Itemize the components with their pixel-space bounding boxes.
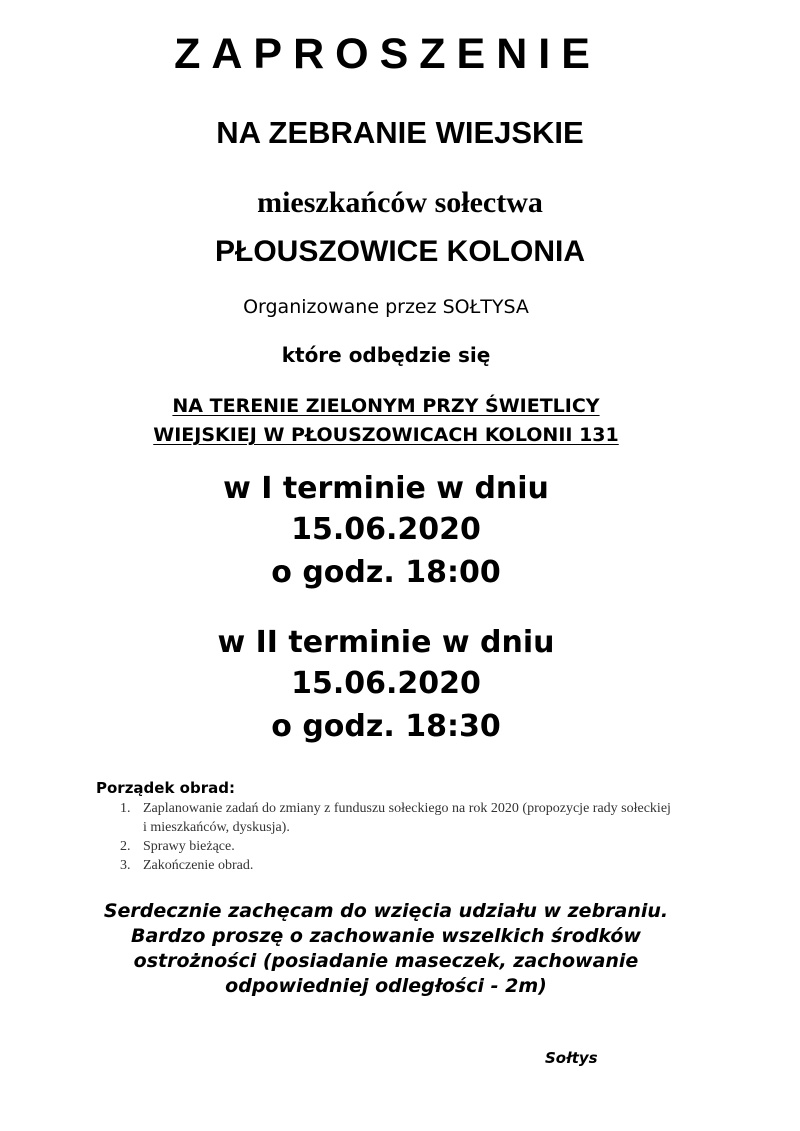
- village-name: PŁOUSZOWICE KOLONIA: [215, 235, 585, 268]
- first-term-label: w I terminie w dniu: [223, 471, 549, 506]
- agenda-heading: Porządek obrad:: [96, 779, 235, 797]
- first-term-time: o godz. 18:00: [271, 555, 501, 590]
- agenda-item: [96, 856, 776, 875]
- signature: Sołtys: [545, 1049, 598, 1067]
- meeting-subtitle: NA ZEBRANIE WIEJSKIE: [216, 115, 584, 150]
- agenda-item: [96, 799, 776, 837]
- takes-place-line: które odbędzie się: [281, 343, 491, 367]
- closing-line-4: odpowiedniej odległości - 2m): [225, 975, 547, 997]
- agenda-item-text: Zakończenie obrad.: [143, 858, 254, 873]
- closing-line-2: Bardzo proszę o zachowanie wszelkich środków: [131, 925, 641, 947]
- second-term-time: o godz. 18:30: [271, 709, 501, 744]
- agenda-item-number: 2.: [120, 839, 131, 854]
- first-term-date: 15.06.2020: [291, 512, 481, 547]
- organizer-line: Organizowane przez SOŁTYSA: [243, 296, 529, 318]
- agenda-list: [96, 799, 776, 875]
- residents-line: mieszkańców sołectwa: [257, 186, 543, 219]
- closing-line-1: Serdecznie zachęcam do wzięcia udziału w zebraniu.: [103, 900, 669, 922]
- second-term-date: 15.06.2020: [291, 666, 481, 701]
- second-term-label: w II terminie w dniu: [217, 625, 555, 660]
- agenda-section: [96, 779, 776, 875]
- agenda-item-text: Sprawy bieżące.: [143, 839, 235, 854]
- page-title: ZAPROSZENIE: [174, 30, 601, 78]
- venue-line-1: NA TERENIE ZIELONYM PRZY ŚWIETLICY: [172, 395, 600, 417]
- closing-line-3: ostrożności (posiadanie maseczek, zachowanie: [133, 950, 639, 972]
- agenda-item-number: 1.: [120, 801, 131, 816]
- agenda-item-number: 3.: [120, 858, 131, 873]
- agenda-item-text-continued: i mieszkańców, dyskusja).: [143, 820, 290, 835]
- agenda-item-text: Zaplanowanie zadań do zmiany z funduszu sołeckiego na rok 2020 (propozycje rady sołeckiej: [143, 801, 671, 816]
- venue-line-2: WIEJSKIEJ W PŁOUSZOWICACH KOLONII 131: [153, 424, 619, 446]
- agenda-item: [96, 837, 776, 856]
